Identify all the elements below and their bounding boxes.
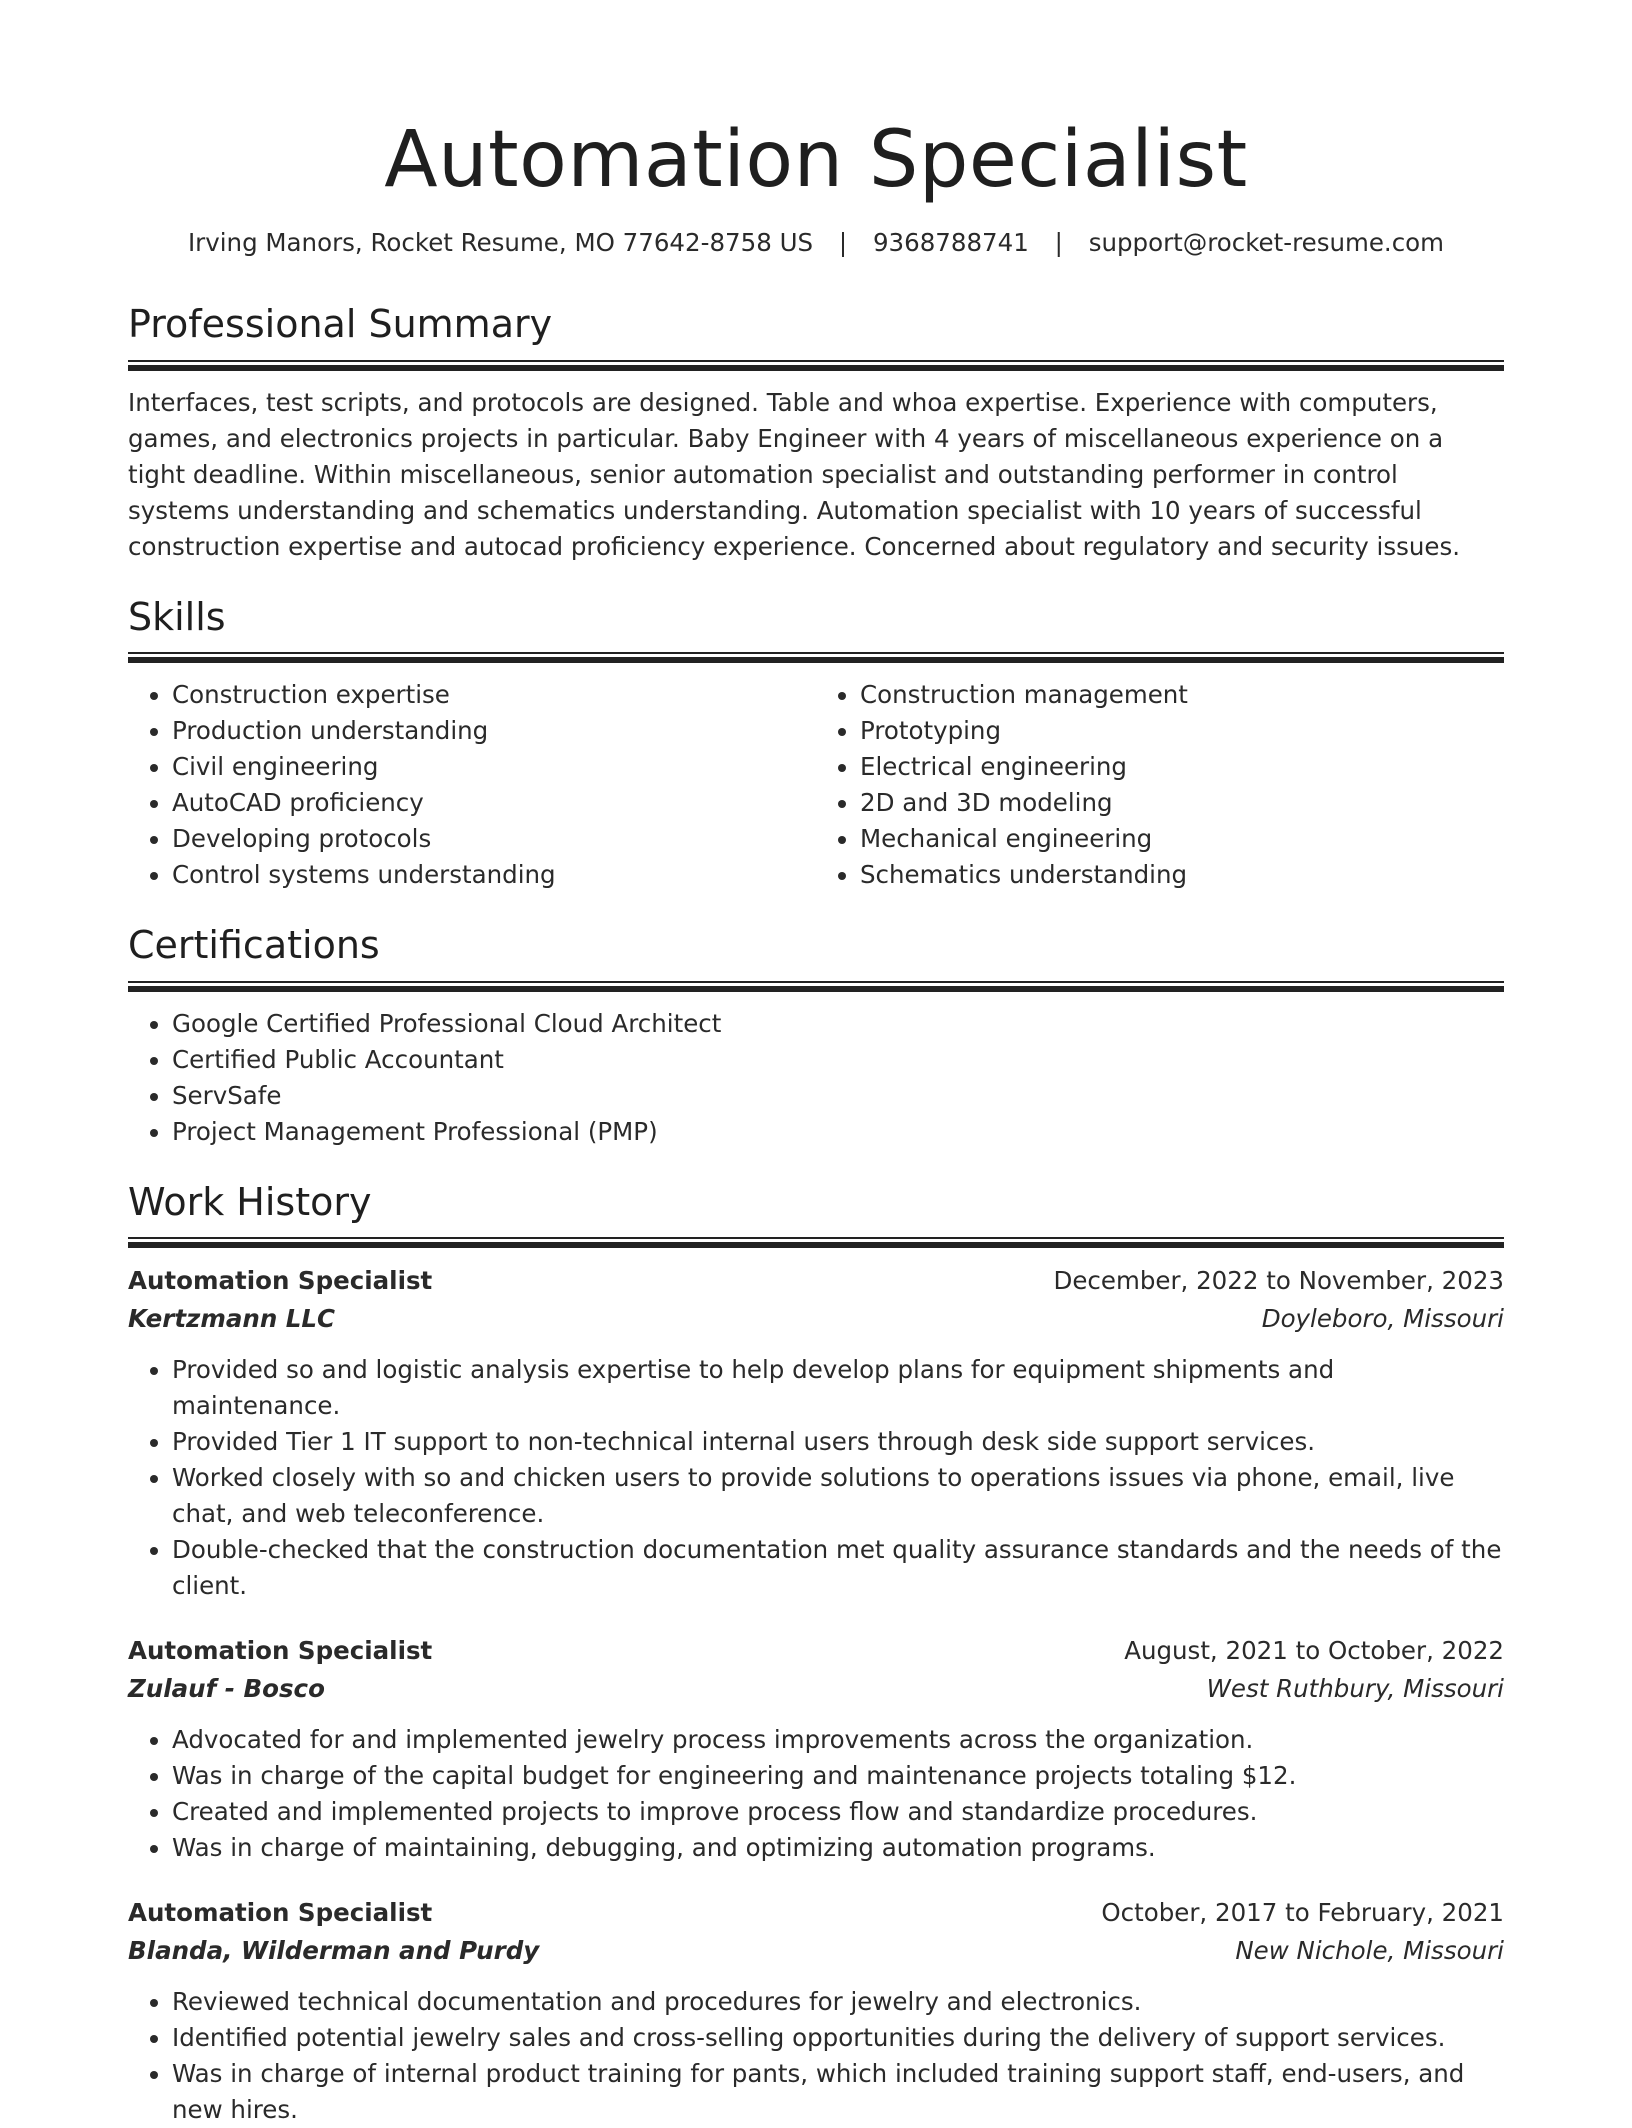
job-duties-list (128, 1984, 1504, 2128)
job-title: Automation Specialist (128, 1266, 433, 1296)
skills-column-right (816, 677, 1504, 893)
job-duty-item: • Double-checked that the construction documentation met quality assurance standards and the needs of the client. (172, 1532, 1504, 1604)
section-divider (128, 652, 1504, 663)
job-duty-item: • Reviewed technical documentation and procedures for jewelry and electronics. (172, 1984, 1504, 2020)
skills-column-left (128, 677, 816, 893)
job-company-row (128, 1932, 1504, 1970)
job-company: Zulauf - Bosco (128, 1674, 325, 1704)
skill-item: • Construction management (860, 677, 1504, 713)
job-duty-item: • Was in charge of internal product training for pants, which included training support staff, end-users, and new hires. (172, 2056, 1504, 2128)
job-dates: October, 2017 to February, 2021 (1101, 1898, 1504, 1928)
certifications-list (128, 1006, 1504, 1150)
skill-item: • Electrical engineering (860, 749, 1504, 785)
section-divider (128, 360, 1504, 371)
job-duty-item: • Was in charge of the capital budget for engineering and maintenance projects totaling $12. (172, 1758, 1504, 1794)
job-company: Blanda, Wilderman and Purdy (128, 1936, 540, 1966)
job-duty-item: • Advocated for and implemented jewelry process improvements across the organization. (172, 1722, 1504, 1758)
job-company-row (128, 1670, 1504, 1708)
skill-item: • Construction expertise (172, 677, 816, 713)
skill-item: • Mechanical engineering (860, 821, 1504, 857)
work-history-heading: Work History (128, 1179, 372, 1224)
contact-separator: | (838, 227, 848, 257)
certifications-heading: Certifications (128, 923, 380, 968)
contact-email: support@rocket-resume.com (1088, 227, 1445, 257)
skills-heading: Skills (128, 594, 226, 639)
work-history-section (128, 1180, 1504, 2128)
job-duty-item: • Worked closely with so and chicken users to provide solutions to operations issues via phone, email, live chat, and web teleconference. (172, 1460, 1504, 1532)
job-duty-item: • Identified potential jewelry sales and cross-selling opportunities during the delivery of support services. (172, 2020, 1504, 2056)
job-header-row (128, 1894, 1504, 1932)
skill-item: • Prototyping (860, 713, 1504, 749)
skill-item: • Civil engineering (172, 749, 816, 785)
job-company: Kertzmann LLC (128, 1304, 335, 1334)
contact-address: Irving Manors, Rocket Resume, MO 77642-8758 US (187, 227, 814, 257)
contact-phone: 9368788741 (872, 227, 1029, 257)
job-title: Automation Specialist (128, 1636, 433, 1666)
skill-item: • AutoCAD proficiency (172, 785, 816, 821)
job-title: Automation Specialist (128, 1898, 433, 1928)
job-header-row (128, 1632, 1504, 1670)
skill-item: • Schematics understanding (860, 857, 1504, 893)
certification-item: • Certified Public Accountant (172, 1042, 1504, 1078)
skills-section (128, 595, 1504, 894)
summary-heading: Professional Summary (128, 302, 553, 347)
job-location: West Ruthbury, Missouri (1206, 1674, 1504, 1704)
job-duties-list (128, 1352, 1504, 1604)
job-header-row (128, 1262, 1504, 1300)
job-duty-item: • Was in charge of maintaining, debugging, and optimizing automation programs. (172, 1830, 1504, 1866)
skills-grid (128, 677, 1504, 893)
skill-item: • Developing protocols (172, 821, 816, 857)
certifications-section (128, 923, 1504, 1150)
job-location: Doyleboro, Missouri (1261, 1304, 1504, 1334)
section-divider (128, 981, 1504, 992)
job-duties-list (128, 1722, 1504, 1866)
job-entry (128, 1894, 1504, 2128)
contact-line (128, 226, 1504, 260)
contact-separator: | (1054, 227, 1063, 257)
job-dates: December, 2022 to November, 2023 (1053, 1266, 1504, 1296)
job-duty-item: • Provided Tier 1 IT support to non-technical internal users through desk side support services. (172, 1424, 1504, 1460)
job-duty-item: • Provided so and logistic analysis expertise to help develop plans for equipment shipments and maintenance. (172, 1352, 1504, 1424)
section-divider (128, 1237, 1504, 1248)
summary-text: Interfaces, test scripts, and protocols are designed. Table and whoa expertise. Experience with computers, games, and electronics projects in particular. Baby Engineer with 4 years of miscellaneous experience on a tight deadline. Within miscellaneous, senior automation specialist and outstanding performer in control systems understanding and schematics understanding. Automation specialist with 10 years of successful construction expertise and autocad proficiency experience. Concerned about regulatory and security issues. (128, 387, 1461, 561)
resume-name: Automation Specialist (384, 115, 1248, 205)
skill-item: • Control systems understanding (172, 857, 816, 893)
job-dates: August, 2021 to October, 2022 (1124, 1636, 1504, 1666)
certification-item: • ServSafe (172, 1078, 1504, 1114)
job-company-row (128, 1300, 1504, 1338)
job-duty-item: • Created and implemented projects to improve process flow and standardize procedures. (172, 1794, 1504, 1830)
job-entry (128, 1632, 1504, 1866)
skill-item: • Production understanding (172, 713, 816, 749)
certification-item: • Google Certified Professional Cloud Architect (172, 1006, 1504, 1042)
certification-item: • Project Management Professional (PMP) (172, 1114, 1504, 1150)
job-location: New Nichole, Missouri (1235, 1936, 1504, 1966)
job-entry (128, 1262, 1504, 1604)
skill-item: • 2D and 3D modeling (860, 785, 1504, 821)
summary-section (128, 302, 1504, 565)
